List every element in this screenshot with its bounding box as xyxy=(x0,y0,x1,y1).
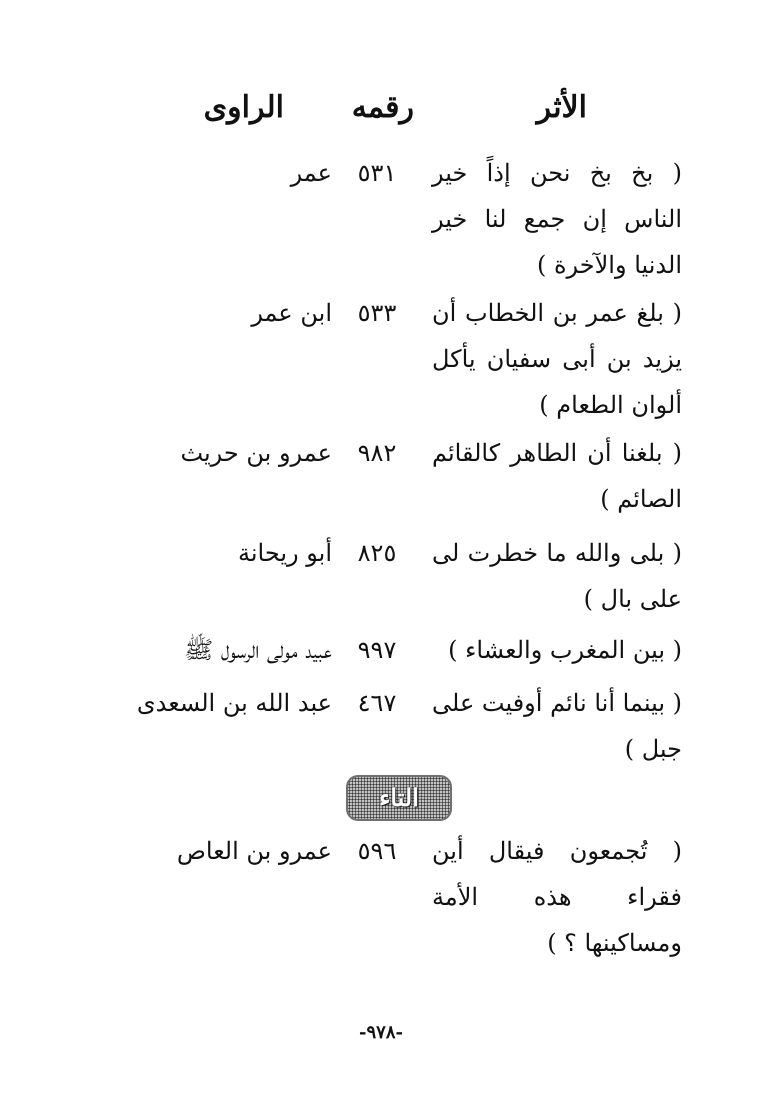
entry-text: ( بخ بخ نحن إذاً خير الناس إن جمع لنا خير الدنيا والآخرة ) xyxy=(432,159,682,279)
entry-narrator: عمر xyxy=(290,159,332,187)
header-narrator: الراوى xyxy=(203,90,284,125)
entry-number: ٥٩٦ xyxy=(357,837,397,865)
entry-text: ( بلى والله ما خطرت لى على بال ) xyxy=(432,539,682,613)
header-athar: الأثر xyxy=(536,90,587,125)
entry-text: ( بلغنا أن الطاهر كالقائم الصائم ) xyxy=(432,439,682,513)
table-header xyxy=(0,88,762,132)
entry-narrator: عبد الله بن السعدى xyxy=(136,689,332,717)
section-divider-label: التاء xyxy=(379,783,419,812)
entry-text: ( تُجمعون فيقال أين فقراء هذه الأمة ومساكينها ؟ ) xyxy=(432,837,682,957)
entry-narrator: عبيد مولى الرسول ﷺ xyxy=(184,636,332,664)
entry-text: ( بين المغرب والعشاء ) xyxy=(448,636,682,664)
page-number: -٩٧٨- xyxy=(359,1022,403,1043)
entry-text: ( بينما أنا نائم أوفيت على جبل ) xyxy=(432,689,682,763)
entry-number: ٨٢٥ xyxy=(357,539,397,567)
section-divider-badge xyxy=(346,775,452,821)
entry-number: ٥٣٣ xyxy=(357,299,397,327)
entry-narrator: عمرو بن العاص xyxy=(176,837,332,865)
entry-number: ٩٨٢ xyxy=(357,439,397,467)
entry-narrator: أبو ريحانة xyxy=(238,539,332,567)
entry-number: ٥٣١ xyxy=(357,159,397,187)
entry-narrator: ابن عمر xyxy=(251,299,332,327)
header-number: رقمه xyxy=(351,90,414,125)
entry-number: ٤٦٧ xyxy=(357,689,397,717)
entry-text: ( بلغ عمر بن الخطاب أن يزيد بن أبى سفيان يأكل ألوان الطعام ) xyxy=(432,299,682,419)
entry-narrator: عمرو بن حريث xyxy=(180,439,332,467)
entry-number: ٩٩٧ xyxy=(357,636,397,664)
